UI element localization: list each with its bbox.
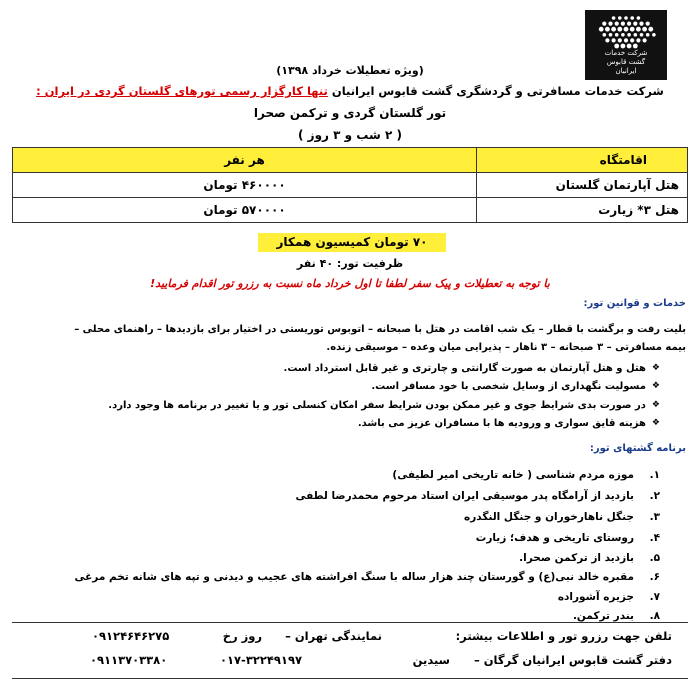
item-number: ۶. bbox=[649, 571, 660, 583]
header-accommodation: اقامتگاه bbox=[477, 148, 688, 173]
divider bbox=[12, 622, 688, 623]
booking-notice: با توجه به تعطیلات و پیک سفر لطفا تا اول خرداد ماه نسبت به رزرو تور اقدام فرمایید! bbox=[150, 277, 550, 290]
item-number: ۳. bbox=[649, 511, 660, 523]
program-title: برنامه گشتهای تور: bbox=[589, 443, 686, 454]
hotel-name: هتل آپارتمان گلستان bbox=[477, 173, 688, 198]
hotel-price: ۴۶۰۰۰۰ تومان bbox=[13, 173, 477, 198]
list-item bbox=[108, 398, 660, 413]
item-number: ۱. bbox=[649, 469, 660, 481]
table-row bbox=[13, 198, 688, 223]
list-item bbox=[464, 511, 660, 523]
program-item: موزه مردم شناسی ( خانه تاریخی امیر لطیفی) bbox=[392, 469, 634, 481]
special-note: (ویژه تعطیلات خرداد ۱۳۹۸) bbox=[276, 64, 424, 77]
hotel-name: هتل ۳* زیارت bbox=[477, 198, 688, 223]
services-title: خدمات و قوانین تور: bbox=[583, 298, 686, 309]
list-item bbox=[284, 361, 660, 376]
bullet-icon: ❖ bbox=[651, 381, 660, 391]
header-per-person: هر نفر bbox=[13, 148, 477, 173]
contact-person: سیدین bbox=[412, 653, 450, 667]
dot-globe-icon bbox=[595, 14, 657, 54]
company-line bbox=[0, 84, 700, 98]
bullet-icon: ❖ bbox=[651, 363, 660, 373]
contact-person: روز رخ bbox=[222, 629, 262, 643]
program-item: جنگل ناهارخوران و جنگل النگدره bbox=[464, 511, 634, 523]
contact-reservation-label: تلفن جهت رزرو تور و اطلاعات بیشتر: bbox=[455, 629, 672, 643]
contact-landline[interactable]: ۰۱۷-۳۲۲۴۹۱۹۷ bbox=[220, 653, 302, 667]
logo-text-1: شرکت خدمات bbox=[604, 49, 648, 57]
contact-mobile[interactable]: ۰۹۱۱۳۷۰۳۳۸۰ bbox=[90, 653, 168, 667]
list-item bbox=[295, 490, 660, 502]
list-item bbox=[371, 379, 660, 394]
company-highlight: تنها کارگزار رسمی تورهای گلستان گردی در ایران : bbox=[36, 84, 328, 98]
list-item bbox=[75, 571, 660, 583]
list-item bbox=[573, 610, 660, 622]
hotel-price: ۵۷۰۰۰۰ تومان bbox=[13, 198, 477, 223]
program-item: بازدید از ترکمن صحرا. bbox=[519, 552, 634, 564]
logo-text-3: گشت قابوس bbox=[606, 58, 646, 66]
item-number: ۵. bbox=[649, 552, 660, 564]
tour-capacity: ظرفیت تور: ۴۰ نفر bbox=[296, 257, 404, 270]
company-name: شرکت خدمات مسافرتی و گردشگری گشت قابوس ایرانیان bbox=[331, 84, 664, 98]
services-intro-2: بیمه مسافرتی – ۳ صبحانه – ۳ ناهار – پذیرایی میان وعده – موسیقی زنده. bbox=[326, 342, 686, 353]
service-rule: هزینه قایق سواری و ورودیه ها با مسافران عزیز می باشد. bbox=[357, 418, 646, 429]
services-intro-1: بلیت رفت و برگشت با قطار – یک شب اقامت در هتل با صبحانه – اتوبوس توریستی در اختیار برای بازدیدها – راهنمای محلی – bbox=[74, 324, 686, 335]
commission-badge: ۷۰ تومان کمیسیون همکار bbox=[258, 233, 446, 252]
service-rule: هتل و هتل آپارتمان به صورت گارانتی و چارتری و غیر قابل استرداد است. bbox=[283, 363, 646, 374]
list-item bbox=[558, 591, 660, 603]
contact-gorgan-office: دفتر گشت قابوس ایرانیان گرگان – bbox=[473, 653, 672, 667]
bullet-icon: ❖ bbox=[651, 400, 660, 410]
program-item: بندر ترکمن. bbox=[572, 610, 634, 622]
bullet-icon: ❖ bbox=[651, 418, 660, 428]
price-table bbox=[12, 147, 688, 223]
contact-tehran-rep: نمایندگی تهران – bbox=[285, 629, 382, 643]
program-item: روستای تاریخی و هدف؛ زیارت bbox=[475, 532, 634, 544]
list-item bbox=[519, 552, 660, 564]
program-item: مقبره خالد نبی(ع) و گورستان چند هزار ساله با سنگ افراشته های عجیب و دیدنی و تپه های شانه تخم مرغی bbox=[74, 571, 634, 583]
contact-phone[interactable]: ۰۹۱۲۴۶۴۶۲۷۵ bbox=[92, 629, 170, 643]
service-rule: در صورت بدی شرایط جوی و غیر ممکن بودن شرایط سفر امکان کنسلی تور و یا تغییر در برنامه ها وجود دارد. bbox=[108, 400, 646, 411]
list-item bbox=[476, 532, 660, 544]
list-item bbox=[392, 469, 660, 481]
table-row bbox=[13, 173, 688, 198]
logo-text-4: ایرانیان bbox=[615, 67, 637, 75]
divider bbox=[12, 678, 688, 679]
program-item: بازدید از آرامگاه پدر موسیقی ایران استاد مرحوم محمدرضا لطفی bbox=[295, 490, 634, 502]
price-table-header bbox=[13, 148, 688, 173]
item-number: ۴. bbox=[649, 532, 660, 544]
item-number: ۸. bbox=[649, 610, 660, 622]
item-number: ۷. bbox=[649, 591, 660, 603]
tour-title: تور گلستان گردی و ترکمن صحرا bbox=[253, 106, 447, 120]
program-item: جزیره آشوراده bbox=[557, 591, 634, 603]
item-number: ۲. bbox=[649, 490, 660, 502]
service-rule: مسولیت نگهداری از وسایل شخصی با خود مسافر است. bbox=[371, 381, 646, 392]
tour-duration: ( ۲ شب و ۳ روز ) bbox=[298, 128, 402, 142]
list-item bbox=[358, 416, 660, 431]
